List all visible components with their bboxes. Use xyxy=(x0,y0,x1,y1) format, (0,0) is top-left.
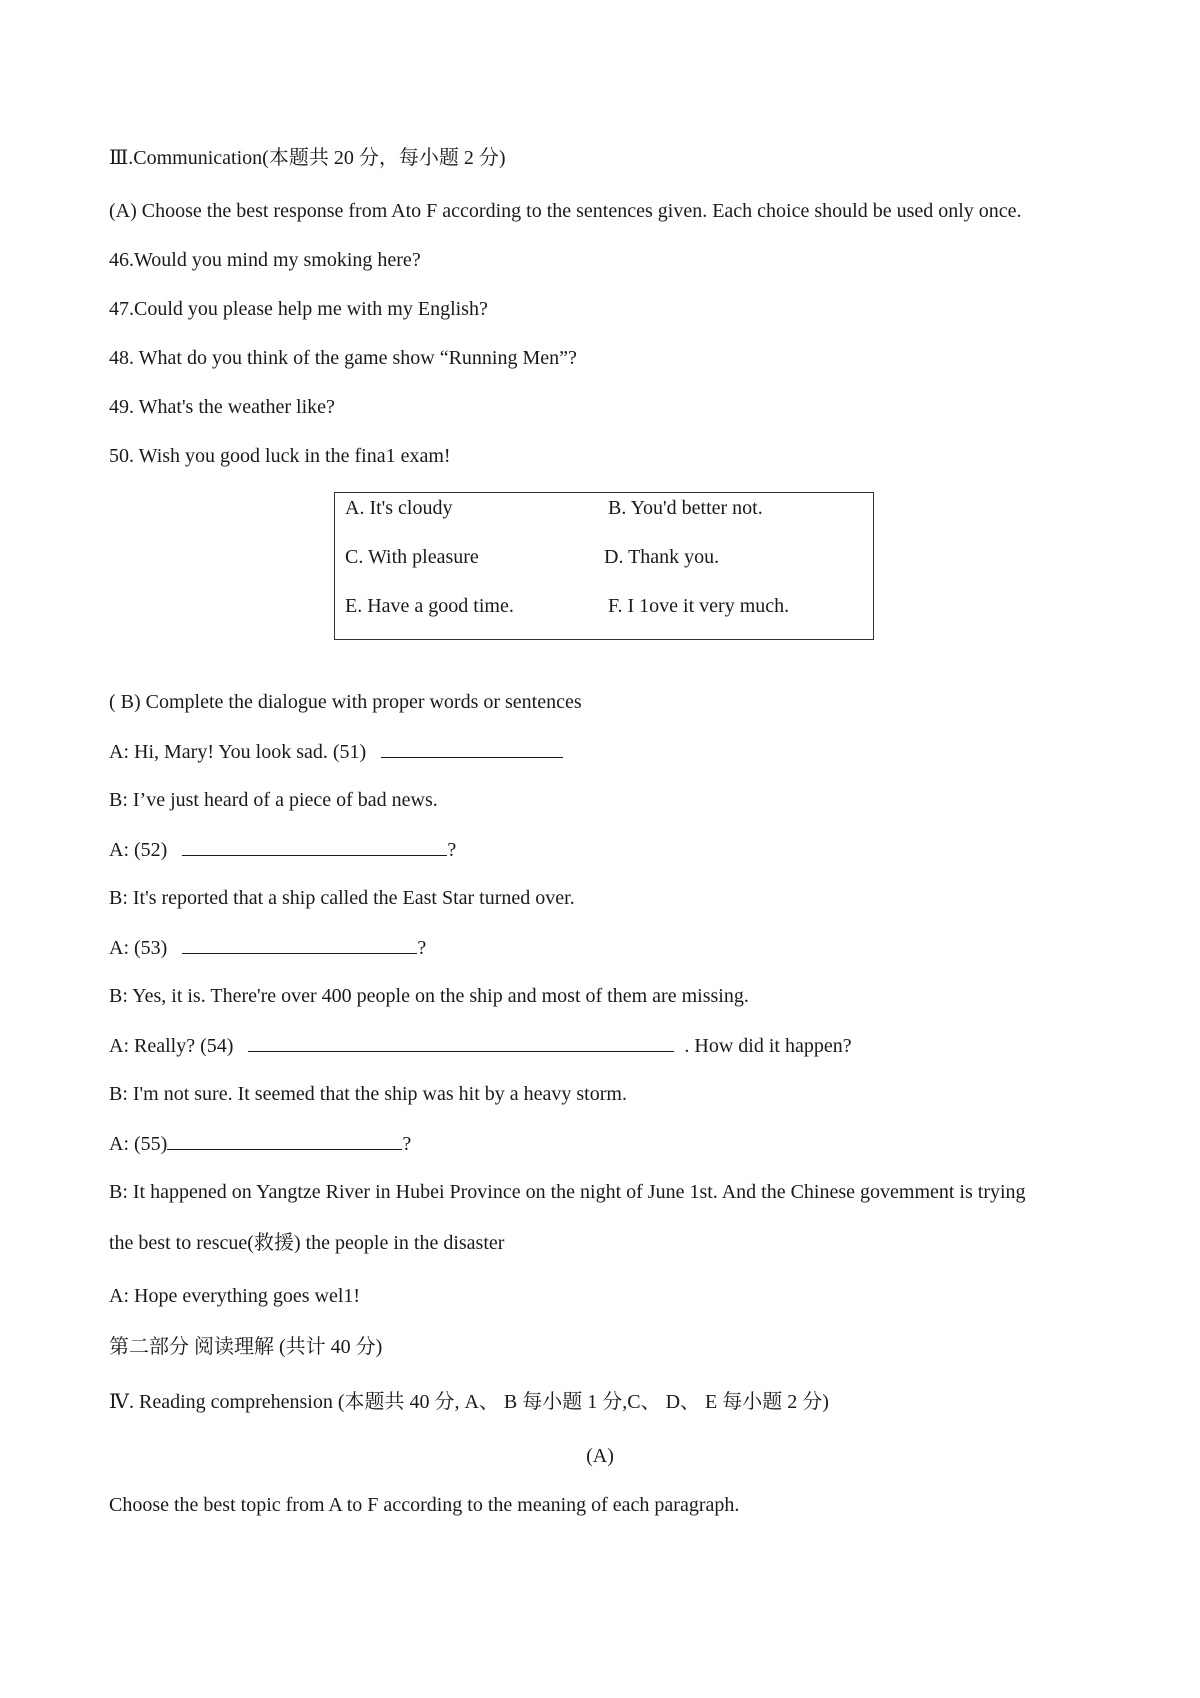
dialogue-end: . How did it happen? xyxy=(684,1035,852,1057)
options-box xyxy=(334,492,874,640)
answer-blank-54[interactable] xyxy=(248,1033,674,1052)
answer-blank-55[interactable] xyxy=(167,1131,402,1150)
dialogue-line-b5-cont: the best to rescue(救援) the people in the disaster xyxy=(109,1232,505,1254)
dialogue-text: A: Really? (54) xyxy=(109,1035,234,1057)
option-d: D. Thank you. xyxy=(604,546,720,568)
option-e: E. Have a good time. xyxy=(345,595,514,617)
dialogue-line-b1: B: I’ve just heard of a piece of bad news. xyxy=(109,789,438,811)
question-46: 46.Would you mind my smoking here? xyxy=(109,249,421,271)
section-heading-reading: Ⅳ. Reading comprehension (本题共 40 分, A、 B 每小题 1 分,C、 D、 E 每小题 2 分) xyxy=(109,1391,829,1413)
option-a: A. It's cloudy xyxy=(345,497,453,519)
question-50: 50. Wish you good luck in the fina1 exam! xyxy=(109,445,451,467)
dialogue-line-b2: B: It's reported that a ship called the East Star turned over. xyxy=(109,887,575,909)
dialogue-line-53 xyxy=(109,935,426,960)
answer-blank-53[interactable] xyxy=(182,935,417,954)
dialogue-line-55 xyxy=(109,1131,411,1156)
dialogue-text: A: Hi, Mary! You look sad. (51) xyxy=(109,741,367,763)
part-a-instruction: (A) Choose the best response from Ato F according to the sentences given. Each choice should be used only once. xyxy=(109,200,1022,222)
option-b: B. You'd better not. xyxy=(608,497,763,519)
dialogue-line-b4: B: I'm not sure. It seemed that the ship was hit by a heavy storm. xyxy=(109,1083,627,1105)
answer-blank-51[interactable] xyxy=(381,739,563,758)
dialogue-text: A: (53) xyxy=(109,937,168,959)
question-48: 48. What do you think of the game show “Running Men”? xyxy=(109,347,577,369)
part2-heading: 第二部分 阅读理解 (共计 40 分) xyxy=(109,1336,383,1358)
sub-section-label: (A) xyxy=(586,1445,614,1467)
option-c: C. With pleasure xyxy=(345,546,479,568)
dialogue-line-51 xyxy=(109,739,563,764)
dialogue-line-b5: B: It happened on Yangtze River in Hubei Province on the night of June 1st. And the Chinese govemment is trying xyxy=(109,1181,1026,1203)
answer-blank-52[interactable] xyxy=(182,837,447,856)
dialogue-line-54 xyxy=(109,1033,852,1058)
part-b-instruction: ( B) Complete the dialogue with proper words or sentences xyxy=(109,691,582,713)
question-47: 47.Could you please help me with my English? xyxy=(109,298,488,320)
section-heading-communication: Ⅲ.Communication(本题共 20 分，每小题 2 分) xyxy=(109,147,506,169)
dialogue-line-b3: B: Yes, it is. There're over 400 people on the ship and most of them are missing. xyxy=(109,985,749,1007)
dialogue-text: A: (55) xyxy=(109,1133,168,1155)
dialogue-end: ? xyxy=(447,839,457,861)
question-49: 49. What's the weather like? xyxy=(109,396,335,418)
dialogue-line-a-final: A: Hope everything goes wel1! xyxy=(109,1285,361,1307)
dialogue-end: ? xyxy=(417,937,427,959)
option-f: F. I 1ove it very much. xyxy=(608,595,790,617)
dialogue-line-52 xyxy=(109,837,456,862)
dialogue-end: ? xyxy=(402,1133,412,1155)
reading-instruction: Choose the best topic from A to F according to the meaning of each paragraph. xyxy=(109,1494,740,1516)
dialogue-text: A: (52) xyxy=(109,839,168,861)
